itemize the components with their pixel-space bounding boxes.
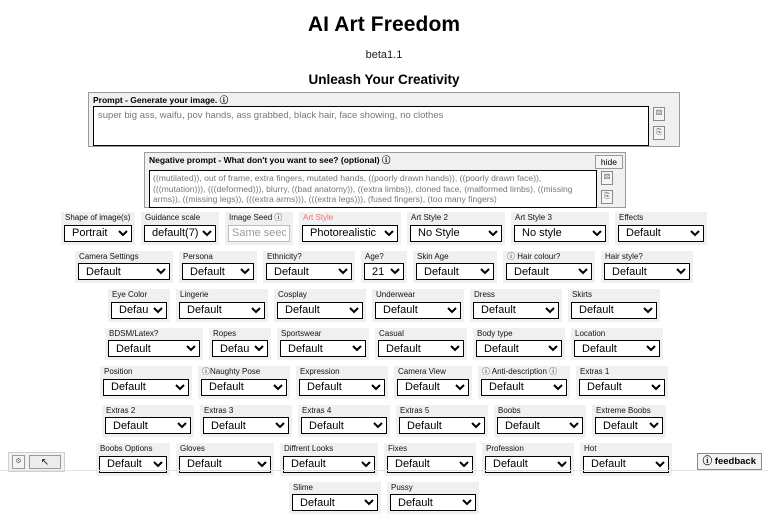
- control-field: [141, 212, 219, 245]
- control-select[interactable]: [212, 340, 268, 357]
- version-label: beta1.1: [365, 49, 403, 61]
- control-field: [568, 289, 660, 322]
- controls-grid: [0, 212, 768, 520]
- control-select[interactable]: [182, 263, 254, 280]
- control-select[interactable]: [292, 494, 378, 511]
- control-label: Hot: [584, 444, 597, 453]
- control-label: Sportswear: [281, 328, 322, 338]
- negative-prompt-header: [145, 153, 625, 170]
- control-select[interactable]: [579, 379, 665, 396]
- control-label: Body type: [477, 328, 513, 338]
- control-field: [179, 251, 257, 284]
- control-label: Ethnicity?: [267, 251, 302, 261]
- control-row: [0, 482, 768, 515]
- control-label: Boobs Options: [100, 444, 153, 453]
- prompt-panel: [88, 92, 680, 147]
- control-select[interactable]: [390, 494, 476, 511]
- control-field: [592, 405, 666, 438]
- control-label: Slime: [293, 482, 314, 492]
- control-label: Lingerie: [180, 290, 209, 299]
- control-select[interactable]: [476, 340, 562, 357]
- control-select[interactable]: [506, 263, 592, 280]
- control-label: Pussy: [391, 482, 413, 492]
- control-label: Extreme Boobs: [596, 405, 651, 415]
- control-field: [198, 366, 290, 399]
- negative-prompt-dice-icon[interactable]: ⚄: [601, 171, 613, 185]
- control-label: Extras 4: [302, 405, 332, 415]
- control-label: Age?: [365, 251, 384, 261]
- cursor-icon[interactable]: ↖: [29, 455, 61, 469]
- control-select[interactable]: [497, 417, 583, 434]
- control-label: Art Style 3: [515, 213, 552, 222]
- control-label: Diffrent Looks: [284, 444, 334, 453]
- control-field: [394, 366, 472, 399]
- control-field: [225, 212, 293, 245]
- control-field: [413, 251, 497, 284]
- control-field: [576, 366, 668, 399]
- control-label: Eye Color: [112, 290, 148, 299]
- control-field: [511, 212, 609, 245]
- control-row: [0, 405, 768, 438]
- control-field: [209, 328, 271, 361]
- control-select[interactable]: [595, 417, 663, 434]
- negative-prompt-panel: [144, 152, 626, 208]
- control-select[interactable]: [571, 302, 657, 319]
- control-label: Fixes: [388, 444, 408, 453]
- control-field: [299, 212, 401, 245]
- prompt-label: Prompt - Generate your image. ⓘ: [93, 95, 229, 105]
- page-title: AI Art Freedom: [307, 13, 461, 36]
- control-label: Image Seed ⓘ: [229, 213, 283, 222]
- control-label: BDSM/Latex?: [109, 328, 159, 338]
- feedback-button[interactable]: ⓘ feedback: [697, 453, 762, 470]
- control-select[interactable]: [473, 302, 559, 319]
- control-label: Dress: [474, 290, 495, 299]
- control-label: ⓘ Hair colour?: [507, 251, 561, 261]
- control-label: Guidance scale: [145, 213, 201, 222]
- control-row: [0, 366, 768, 399]
- control-select[interactable]: [266, 263, 352, 280]
- control-select[interactable]: [111, 302, 167, 319]
- prompt-row: [89, 106, 679, 146]
- control-select[interactable]: [277, 302, 363, 319]
- control-select[interactable]: [201, 379, 287, 396]
- hide-button[interactable]: hide: [595, 155, 623, 169]
- control-select[interactable]: [280, 340, 366, 357]
- negative-prompt-row: [145, 170, 625, 208]
- control-label: Art Style 2: [411, 213, 448, 222]
- control-label: Skirts: [572, 290, 592, 299]
- prompt-input[interactable]: [93, 106, 649, 146]
- control-label: Gloves: [180, 444, 205, 453]
- control-field: [108, 289, 170, 322]
- control-select[interactable]: [78, 263, 170, 280]
- control-field: [470, 289, 562, 322]
- control-select[interactable]: [397, 379, 469, 396]
- control-select[interactable]: [604, 263, 690, 280]
- control-label: Location: [575, 328, 606, 338]
- control-select[interactable]: [108, 340, 200, 357]
- control-row: [0, 251, 768, 284]
- control-select[interactable]: [481, 379, 567, 396]
- control-field: [615, 212, 707, 245]
- footer-toolbar: [8, 452, 65, 472]
- control-label: Ropes: [213, 328, 237, 338]
- page-tagline: Unleash Your Creativity: [308, 72, 460, 87]
- settings-icon[interactable]: ⚙: [12, 455, 25, 469]
- control-select[interactable]: [410, 225, 502, 242]
- control-label: Persona: [183, 251, 213, 261]
- control-field: [396, 405, 488, 438]
- control-select[interactable]: [299, 379, 385, 396]
- control-field: [473, 328, 565, 361]
- control-select[interactable]: [378, 340, 464, 357]
- control-field: [494, 405, 586, 438]
- control-select[interactable]: [301, 417, 387, 434]
- prompt-side-buttons: [653, 106, 665, 140]
- control-label: Underwear: [376, 290, 416, 299]
- control-select[interactable]: [618, 225, 704, 242]
- control-select[interactable]: [514, 225, 606, 242]
- control-select[interactable]: [203, 417, 289, 434]
- control-label: Art Style: [303, 213, 334, 222]
- control-field: [263, 251, 355, 284]
- control-field: [298, 405, 390, 438]
- control-field: [176, 289, 268, 322]
- control-field: [61, 212, 135, 245]
- control-field: [387, 482, 479, 515]
- control-label: Extras 1: [580, 367, 610, 376]
- negative-prompt-copy-icon[interactable]: ⎘: [601, 190, 613, 204]
- control-text-input[interactable]: [228, 225, 290, 242]
- control-select[interactable]: [105, 417, 191, 434]
- control-field: [375, 328, 467, 361]
- negative-prompt-side-buttons: [601, 170, 613, 204]
- control-label: Hair style?: [605, 251, 643, 261]
- control-field: [289, 482, 381, 515]
- page-header: [0, 0, 768, 88]
- control-field: [100, 366, 192, 399]
- control-label: Boobs: [498, 405, 521, 415]
- control-row: [0, 328, 768, 361]
- control-field: [372, 289, 464, 322]
- control-select[interactable]: [399, 417, 485, 434]
- negative-prompt-label: Negative prompt - What don't you want to see? (optional) ⓘ: [149, 155, 391, 165]
- control-select[interactable]: [144, 225, 216, 242]
- control-row: [0, 212, 768, 245]
- control-select[interactable]: [64, 225, 132, 242]
- control-label: Extras 5: [400, 405, 430, 415]
- control-field: [200, 405, 292, 438]
- control-field: [296, 366, 388, 399]
- control-select[interactable]: [179, 302, 265, 319]
- control-select[interactable]: [103, 379, 189, 396]
- negative-prompt-input[interactable]: [149, 170, 597, 208]
- control-label: Skin Age: [417, 251, 449, 261]
- control-field: [571, 328, 663, 361]
- control-label: ⓘ Anti-description ⓘ: [482, 367, 558, 376]
- control-field: [601, 251, 693, 284]
- control-field: [407, 212, 505, 245]
- control-label: Expression: [300, 367, 340, 376]
- prompt-copy-icon[interactable]: ⎘: [653, 126, 665, 140]
- bottom-divider: [0, 470, 768, 471]
- control-select[interactable]: [375, 302, 461, 319]
- control-label: Profession: [486, 444, 524, 453]
- control-label: Camera View: [398, 367, 446, 376]
- control-label: Effects: [619, 213, 644, 222]
- control-label: Casual: [379, 328, 404, 338]
- control-label: Shape of image(s): [65, 213, 131, 222]
- control-select[interactable]: [302, 225, 398, 242]
- control-label: Camera Settings: [79, 251, 139, 261]
- control-label: Cosplay: [278, 290, 307, 299]
- control-label: ⓘNaughty Pose: [202, 367, 261, 376]
- control-label: Position: [104, 367, 133, 376]
- control-select[interactable]: [416, 263, 494, 280]
- control-field: [102, 405, 194, 438]
- control-row: [0, 289, 768, 322]
- control-select[interactable]: [364, 263, 404, 280]
- control-label: Extras 2: [106, 405, 136, 415]
- control-label: Extras 3: [204, 405, 234, 415]
- control-field: [105, 328, 203, 361]
- control-field: [478, 366, 570, 399]
- control-field: [277, 328, 369, 361]
- control-field: [503, 251, 595, 284]
- control-field: [274, 289, 366, 322]
- control-field: [361, 251, 407, 284]
- control-select[interactable]: [574, 340, 660, 357]
- prompt-dice-icon[interactable]: ⚄: [653, 107, 665, 121]
- control-field: [75, 251, 173, 284]
